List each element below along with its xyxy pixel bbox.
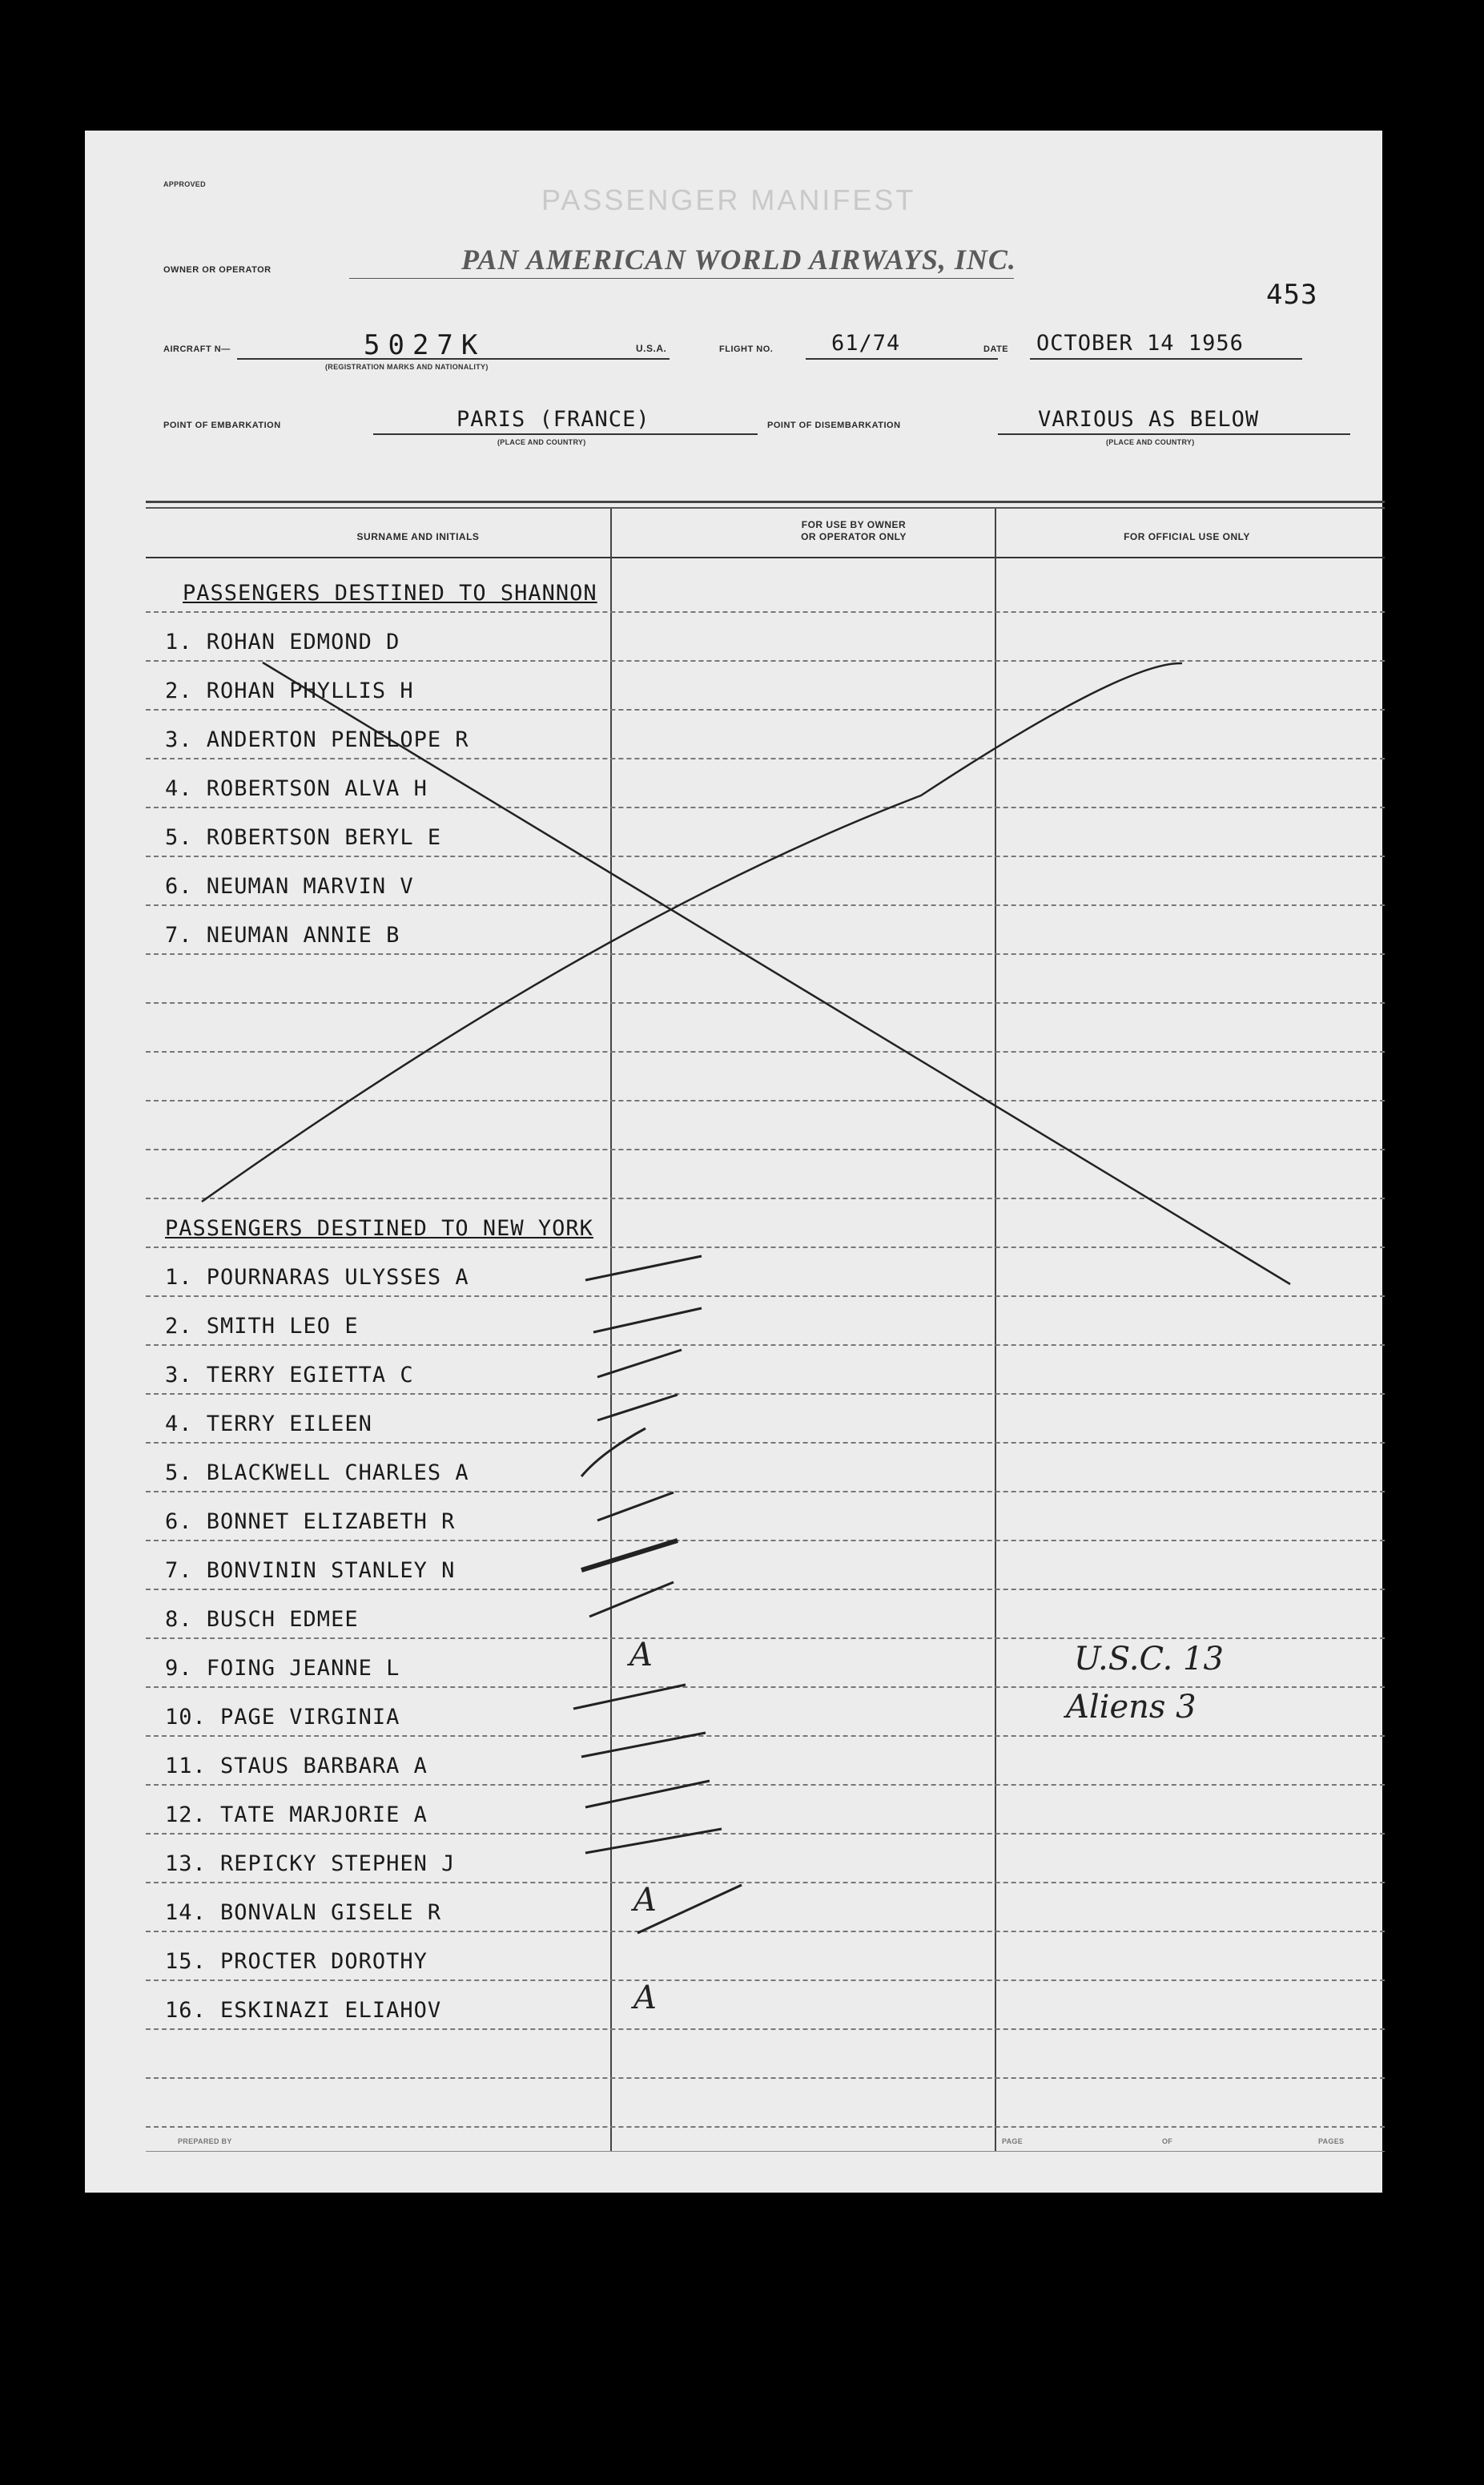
passenger-shannon-6: 6. NEUMAN MARVIN V [165,874,414,899]
passenger-shannon-2: 2. ROHAN PHYLLIS H [165,679,414,703]
check-mark [597,1350,682,1377]
passenger-ny-10: 10. PAGE VIRGINIA [165,1705,400,1730]
passenger-ny-5: 5. BLACKWELL CHARLES A [165,1460,469,1485]
passenger-shannon-4: 4. ROBERTSON ALVA H [165,776,428,801]
passenger-ny-13: 13. REPICKY STEPHEN J [165,1851,456,1876]
flight-label: FLIGHT NO. [719,344,774,354]
embark-label: POINT OF EMBARKATION [163,421,281,430]
section-heading-new-york: PASSENGERS DESTINED TO NEW YORK [165,1216,593,1241]
approved-stamp: APPROVED [163,180,206,188]
check-mark [589,1582,674,1617]
passenger-ny-4: 4. TERRY EILEEN [165,1412,372,1436]
passenger-shannon-3: 3. ANDERTON PENELOPE R [165,727,469,752]
col-header-owner-use-line1: FOR USE BY OWNER [801,519,907,530]
passenger-ny-11: 11. STAUS BARBARA A [165,1754,428,1778]
pen-marks [85,131,1382,2193]
check-mark [585,1256,702,1280]
check-mark [581,1541,678,1570]
check-mark [585,1781,710,1807]
date-label: DATE [983,344,1009,354]
place-caption-2: (PLACE AND COUNTRY) [1106,438,1195,446]
passenger-ny-7: 7. BONVININ STANLEY N [165,1558,456,1583]
aircraft-value: 5027K [364,329,486,361]
footer-rule [146,2151,1385,2152]
passenger-ny-9: 9. FOING JEANNE L [165,1656,400,1681]
passenger-ny-6: 6. BONNET ELIZABETH R [165,1509,456,1534]
passenger-ny-12: 12. TATE MARJORIE A [165,1802,428,1827]
check-marks [573,1256,742,1933]
check-mark [581,1428,645,1476]
owner-mark-row-14: A [633,1882,657,1919]
owner-mark-row-16: A [633,1980,657,2016]
passenger-ny-3: 3. TERRY EGIETTA C [165,1363,414,1387]
owner-value: PAN AMERICAN WORLD AIRWAYS, INC. [461,244,1016,276]
page-number: 453 [1266,279,1318,311]
passenger-shannon-1: 1. ROHAN EDMOND D [165,630,400,654]
check-mark [581,1733,706,1757]
passenger-ny-2: 2. SMITH LEO E [165,1314,359,1339]
passenger-ny-16: 16. ESKINAZI ELIAHOV [165,1998,442,2023]
check-mark [585,1829,722,1853]
passenger-ny-15: 15. PROCTER DOROTHY [165,1949,428,1974]
strike-line-b [202,663,1182,1202]
check-mark [597,1395,678,1420]
embark-value: PARIS (FRANCE) [456,407,650,432]
form-title: PASSENGER MANIFEST [541,183,916,216]
passenger-shannon-5: 5. ROBERTSON BERYL E [165,825,442,850]
check-mark [593,1308,702,1332]
of-label: OF [1162,2137,1173,2145]
check-mark [597,1492,674,1520]
col-header-official: FOR OFFICIAL USE ONLY [1124,531,1250,542]
aircraft-label: AIRCRAFT N— [163,344,231,354]
place-caption: (PLACE AND COUNTRY) [497,438,586,446]
manifest-sheet [85,131,1382,2193]
col-header-surname: SURNAME AND INITIALS [356,531,480,542]
disembark-label: POINT OF DISEMBARKATION [767,421,901,430]
passenger-shannon-7: 7. NEUMAN ANNIE B [165,923,400,948]
prepared-by-label: PREPARED BY [178,2137,232,2145]
flight-value: 61/74 [831,331,901,356]
passenger-ny-1: 1. POURNARAS ULYSSES A [165,1265,469,1290]
col-header-owner-use-line2: OR OPERATOR ONLY [801,531,907,542]
passenger-ny-8: 8. BUSCH EDMEE [165,1607,359,1632]
registration-caption: (REGISTRATION MARKS AND NATIONALITY) [325,363,489,371]
disembark-value: VARIOUS AS BELOW [1038,407,1260,432]
owner-label: OWNER OR OPERATOR [163,265,271,275]
check-mark [637,1885,742,1933]
passenger-ny-14: 14. BONVALN GISELE R [165,1900,442,1925]
check-mark [573,1685,686,1709]
owner-mark-row-9: A [629,1637,653,1673]
usa-label: U.S.A. [636,343,667,354]
pages-label: PAGES [1318,2137,1345,2145]
page-label: PAGE [1002,2137,1024,2145]
official-note-usc: U.S.C. 13 [1074,1641,1224,1677]
section-heading-shannon: PASSENGERS DESTINED TO SHANNON [183,581,597,606]
official-note-aliens: Aliens 3 [1066,1689,1196,1726]
date-value: OCTOBER 14 1956 [1036,331,1244,356]
strike-line-a [263,663,1290,1284]
